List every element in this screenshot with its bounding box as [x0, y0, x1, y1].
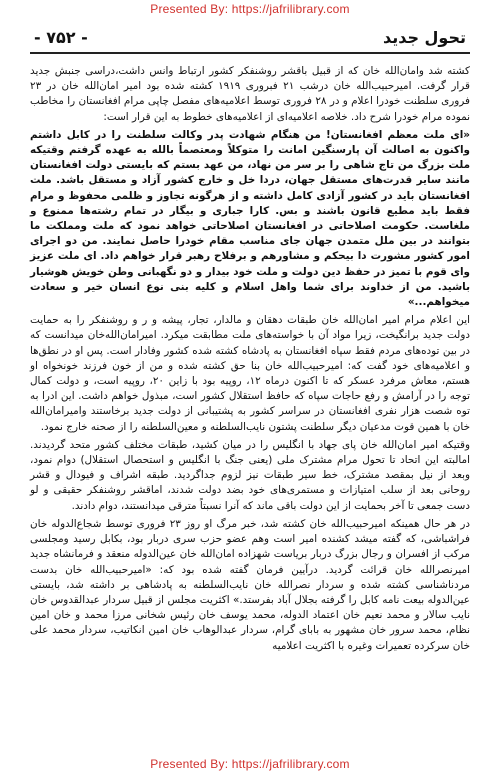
page-number: - ۷۵۲ - [34, 28, 88, 47]
page-header [30, 22, 470, 54]
paragraph-succession: در هر حال همینکه امیرحبیب‌الله خان کشته شد، خبر مرگ او روز ۲۳ فروری توسط شجاع‌الدوله خان فراشباشی، که گفته میشد کشنده امیر است وهم عضو حزب سری دربار بود، بکابل رسید ومجلسی مرکب از افسران و رجال بزرگ دربار بریاست شهزاده امان‌الله خان عین‌الدوله منعقد و فرمانشاه جدید امیرنصرالله خان قرائت گردید. درآیین فرمان گفته شده بود که: «امیرحبیب‌الله خان بدست مردناشناسی کشته شده و سردار نصرالله خان نایب‌السلطنه به پادشاهی بر داشته شد، بایستی عین‌الدوله بیعت نامه کابل را گرفته بجلال آباد بفرستد.» اکثریت مجلس از قبیل سردار عبدالقدوس خان نایب سالار و محمد نعیم خان اعتماد الدوله، محمد یوسف خان رئیس شخانی مرزا محمد و خان امین نظام، محمد سرور خان مشهور به بابای گرام، سردار عبدالوهاب خان امین انکاتیب، سردار محمد علی خان سرکرده تعمیرات وغیره با اکثریت اعلامیه [30, 517, 471, 652]
paragraph-proclamation: «ای ملت معظم افغانستان! من هنگام شهادت پدر وکالت سلطنت را در کابل داشتم واکنون به اصالت آن پارسنگین امانت را متوکلاً ومعتصماً بالله به عهده گرفتم وقتیکه ملت بزرگ من تاج شاهی را بر سر من نهاد، من عهد بستم که بایستی دولت افغانستان مانند سایر قدرت‌های مستقل جهان، دردا خل و خارج کشور آزاد و مستقل باشد. ملت افغانستان باید در کشور آزادی کامل داشته و از هرگونه تجاوز و ظلمی محفوظ و مرام فقط باید مطیع قانون باشند و بس. کارا جباری و بیگار در تمام رشته‌ها ممنوع و ملغاست. حکومت اصلاحاتی در افغانستان اصلاحاتی خواهد نمود که ملت ومملکت ما بتوانند در بین ملل متمدن جهان جای مناسب مقام خودرا حاصل نمایند. من دو اجرای امور کشور مشورت دا بیحکم و مشاورهم و برفلاح رهبر قرار خواهم داد. ای ملت عزیز وای قوم با تمیز در حفظ دین دولت و ملت خود بیدار و دو نگهبانی وطن خویش هوشیار باشید. من از خداوند برای شما واهل اسلام و کلیه بنی نوع انسان خیر و سعادت میخواهم...» [30, 128, 470, 309]
paragraph-intro: کشته شد وامان‌الله خان که از قبیل باقشر روشنفکر کشور ارتباط وانس داشت،دراسی جنبش جدید قرار گرفت. امیرحبیب‌الله خان درشب ۲۱ فبروری ۱۹۱۹ کشته شده بود امیر امان‌الله خان در ۲۳ فروری سلطنت خودرا اعلام و در ۲۸ فروری توسط اعلامیه‌های مفصل چاپی مرام افغانستان را مخاطب نموده مرام خودرا شرح داد. خلاصه اعلامیه‌ای از اعلامیه‌های خطوط به این قرار است: [30, 65, 470, 123]
paragraph-unity: وقتیکه امیر امان‌الله خان پای جهاد با انگلیس را در میان کشید، طبقات مختلف کشور متحد گردیدند. امالبته این اتحاد تا تحول مرام مشترک ملی (یعنی جنگ با انگلیس و استحصال استقلال) دوام نمود، وبعد از نیل بمقصد مشترک، خط سیر طبقات نیز لزوم جداگردید. طبقه اشراف و فیودال و قشر روحانی بعد از سلب امتیازات و مستمری‌های خود بضد دولت شدند، اماقشر روشنفکر حقیقی و لو دست جمعی تا آخر بحمایت از این دولت باقی ماند که آنرا نسبتاً مترقی میدانستند، دوام دادند. [30, 438, 470, 512]
source-banner-bottom: Presented By: https://jafrilibrary.com [150, 757, 350, 771]
document-page [30, 22, 470, 757]
page-body [30, 64, 470, 654]
source-banner-top: Presented By: https://jafrilibrary.com [150, 2, 350, 16]
paragraph-aims: این اعلام مرام امیر امان‌الله خان طبقات دهقان و مالدار، تجار، پیشه و ر و روشنفکر را به حمایت دولت جدید برانگیخت، زیرا مواد آن با خواسته‌های ملت مطابقت میکرد. امیرامان‌الله‌خان میدانست که در بین توده‌های مردم فقط سپاه افغانستان به پادشاه کشته شده کشور وفادار است. پس او در نطق‌ها و اعلامیه‌های خود گفت که: امیرحبیب‌الله خان بنا حق کشته شده و من از خون فرزند خونخواه او هستم، معاش مرفرد عسکر که تا اکنون درماه ۱۲، روپیه بود با زاین ۲۰، روپیه است، و دولت کمال توجه را در آرامش و رفع حاجات سپاه که حافظ استقلال کشور است، مبذول خواهم داشت. این ادرا به توه شصت هزار نفری افغانستان در سراسر کشور به پشتیبانی از دولت جدید برخاستند وامیرامان‌الله خان با همین قوت مدعیان دیگر سلطنت پشتون نایب‌السلطنه و معین‌السلطنه را از صحنه خارج نمود. [30, 314, 471, 433]
running-title: تحول جدید [382, 28, 466, 47]
